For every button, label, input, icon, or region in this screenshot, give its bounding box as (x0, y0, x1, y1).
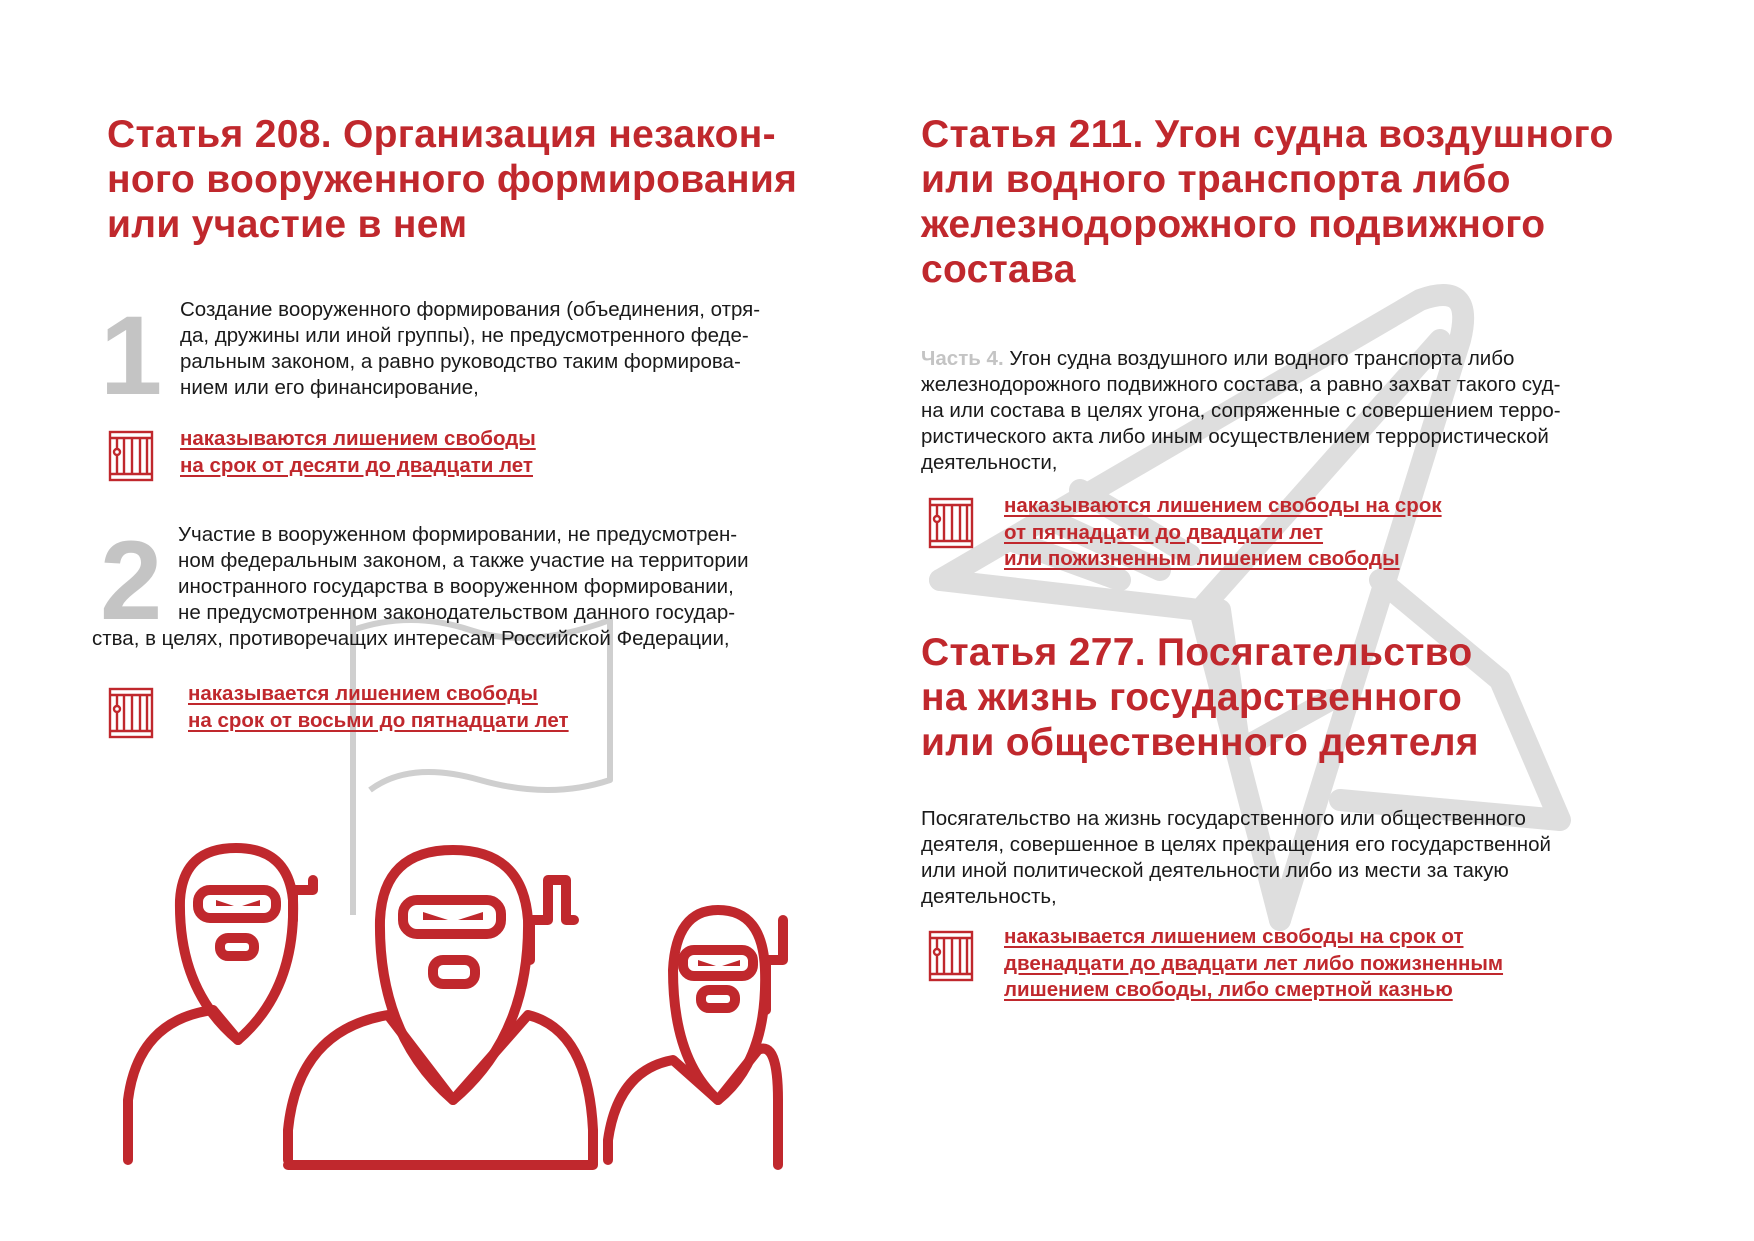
article-208-part-1-penalty: наказываются лишением свободы на срок от десяти до двадцати лет (180, 427, 536, 477)
prison-bars-icon (108, 687, 154, 739)
part-number-2: 2 (100, 518, 163, 643)
article-208-part-2-text-tail: ства, в целях, противоречащих интересам Российской Федерации, (92, 627, 730, 650)
article-208-part-1-text: Создание вооруженного формирования (объединения, отря- да, дружины или иной группы), не предусмотренного феде- ральным законом, а равно руководство таким формирова- нием или его финансирование, (180, 298, 761, 399)
article-277-penalty: наказывается лишением свободы на срок от двенадцати до двадцати лет либо пожизненным лишением свободы, либо смертной казнью (1004, 925, 1504, 1001)
article-211-title: Статья 211. Угон судна воздушного или водного транспорта либо железнодорожного подвижного состава (921, 113, 1614, 291)
prison-bars-icon (928, 497, 974, 549)
article-208-part-2-text: Участие в вооруженном формировании, не предусмотрен- ном федеральным законом, а также участие на территории иностранного государства в вооруженном формировании, не предусмотренном законодательством данного государ- (178, 523, 749, 624)
article-211-part-4-first-line (921, 346, 1701, 372)
part-label: Часть 4. (921, 347, 1004, 370)
article-208-part-2-penalty: наказывается лишением свободы на срок от восьми до пятнадцати лет (188, 682, 569, 732)
article-211-text-first: Угон судна воздушного или водного транспорта либо (1009, 347, 1515, 370)
article-211-part-4-text: железнодорожного подвижного состава, а равно захват такого суд- на или состава в целях угона, сопряженные с совершением терро- ристического акта либо иным осуществлением террористической деятельности, (921, 373, 1561, 474)
prison-bars-icon (928, 930, 974, 982)
prison-bars-icon (108, 430, 154, 482)
masked-terrorists-illustration (118, 840, 798, 1170)
article-277-text: Посягательство на жизнь государственного или общественного деятеля, совершенное в целях прекращения его государственной или иной политической деятельности либо из мести за такую деятельность, (921, 807, 1551, 908)
article-277-title: Статья 277. Посягательство на жизнь государственного или общественного деятеля (921, 631, 1479, 764)
part-number-1: 1 (100, 293, 163, 418)
article-211-penalty: наказываются лишением свободы на срок от пятнадцати до двадцати лет или пожизненным лишением свободы (1004, 494, 1442, 570)
article-208-title: Статья 208. Организация незакон- ного вооруженного формирования или участие в нем (107, 113, 798, 246)
